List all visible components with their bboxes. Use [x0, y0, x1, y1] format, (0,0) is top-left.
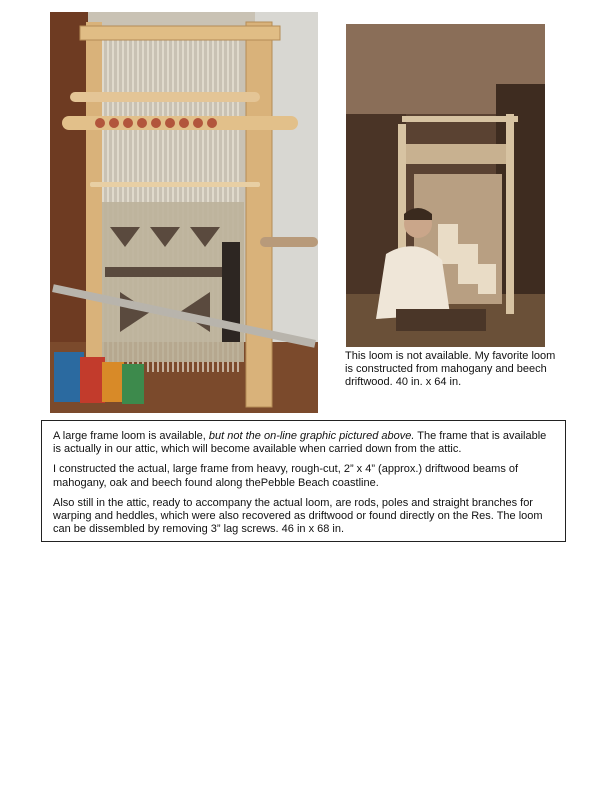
availability-text-a: A large frame loom is available, [53, 430, 209, 442]
availability-paragraph [53, 430, 554, 456]
accessories-paragraph: Also still in the attic, ready to accompany the actual loom, are rods, poles and straight branches for warping and heddles, which were also recovered as driftwood or found directly on the Res. The loom can be dissembled by removing 3” lag screws. 46 in x 68 in. [53, 496, 543, 536]
loom-description-box [41, 420, 566, 542]
availability-text-b: The frame that is available is actually in our attic, which will become available when carried down from the attic. [53, 430, 547, 456]
weaver-illustration [346, 24, 545, 347]
availability-emphasis: but not the on-line graphic pictured above. [208, 430, 415, 442]
frame-loom-photo [50, 12, 318, 413]
weaver-at-driftwood-loom-photo [346, 24, 545, 347]
frame-loom-illustration [50, 12, 318, 413]
loom-caption: This loom is not available. My favorite loom is constructed from mahogany and beech driftwood. 40 in. x 64 in. [345, 350, 556, 389]
construction-paragraph: I constructed the actual, large frame from heavy, rough-cut, 2” x 4” (approx.) driftwood beams of mahogany, oak and beech found along thePebble Beach coastline. [53, 463, 519, 489]
